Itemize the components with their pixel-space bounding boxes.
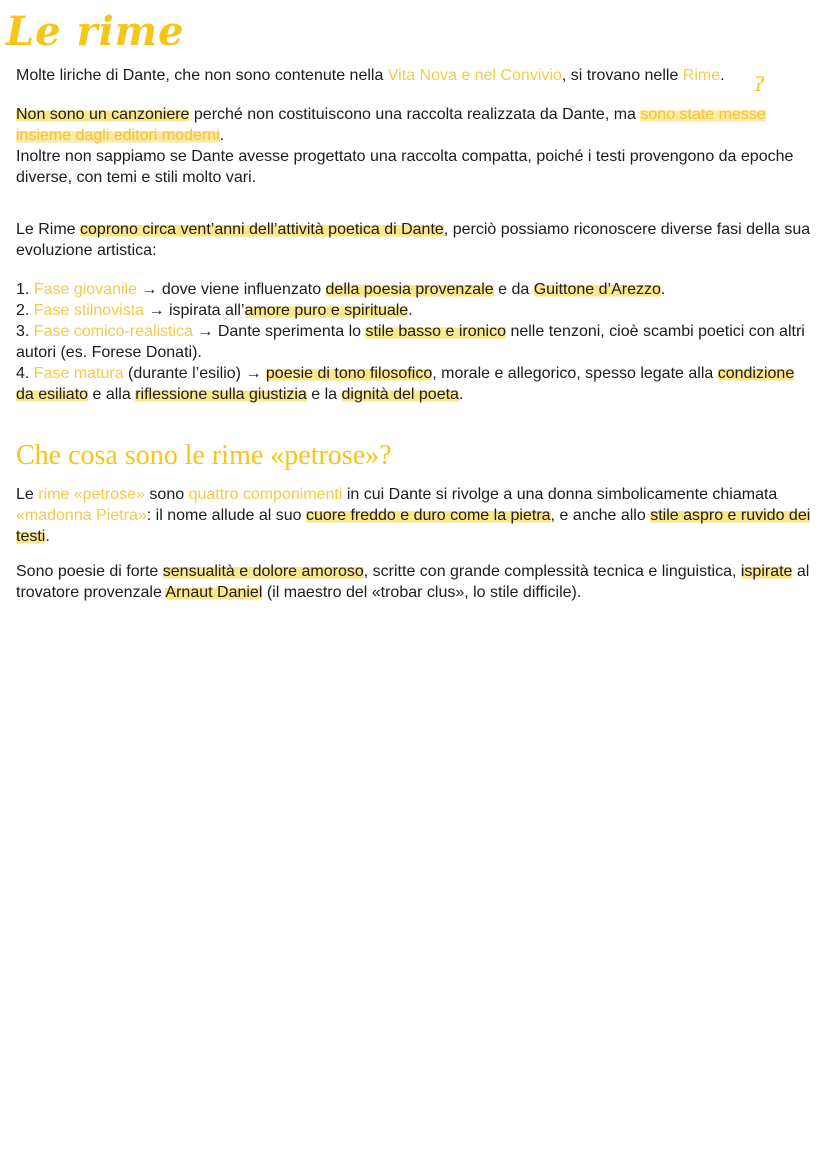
highlight-text: Vita Nova e nel Convivio <box>387 67 562 84</box>
text: Molte liriche di Dante, che non sono contenute nella <box>16 67 388 84</box>
paragraph-intro <box>16 65 816 86</box>
title: Le rime <box>6 8 185 55</box>
text: . <box>720 67 725 84</box>
text: . <box>219 127 225 144</box>
text: , perciò possiamo riconoscere diverse fasi della sua evoluzione artistica: <box>16 221 811 259</box>
phase-item: 4. Fase matura (durante l’esilio) → poesie di tono filosofico, morale e allegorico, spesso legate alla condizione da esiliato e alla riflessione sulla giustizia e la dignità del poeta. <box>16 365 795 403</box>
text: Inoltre non sappiamo se Dante avesse progettato una raccolta compatta, poiché i testi provengono da epoche diverse, con temi e stili molto vari. <box>16 148 794 186</box>
text: Le Rime <box>16 221 81 238</box>
paragraph-rime <box>16 219 816 261</box>
paragraph-sensualita: Sono poesie di forte sensualità e dolore amoroso, scritte con grande complessità tecnica e linguistica, ispirate al trovatore provenzale Arnaut Daniel (il maestro del «trobar clus», lo stile difficile). <box>16 563 810 601</box>
phase-item: 2. Fase stilnovista → ispirata all’amore puro e spirituale. <box>16 302 413 319</box>
highlight-text: Rime <box>682 67 721 84</box>
text: perché non costituiscono una raccolta realizzata da Dante, ma <box>189 106 641 123</box>
section-heading-petrose: Che cosa sono le rime «petrose»? <box>16 440 392 471</box>
highlight-text: coprono circa vent’anni dell’attività poetica di Dante <box>80 221 444 238</box>
question-mark-annotation: ʔ <box>754 72 765 96</box>
highlight-text: Non sono un canzoniere <box>16 106 190 123</box>
phase-name: Fase matura <box>33 365 124 382</box>
text: , si trovano nelle <box>561 67 683 84</box>
paragraph-canzoniere <box>16 104 816 188</box>
phase-item: 3. Fase comico-realistica → Dante sperimenta lo stile basso e ironico nelle tenzoni, cioè scambi poetici con altri autori (es. Forese Donati). <box>16 323 805 361</box>
phase-item: 1. Fase giovanile → dove viene influenzato della poesia provenzale e da Guittone d’Arezzo. <box>16 281 666 298</box>
highlight-text: sono state messe insieme dagli editori moderni <box>16 106 766 144</box>
phase-name: Fase stilnovista <box>33 302 145 319</box>
paragraph-petrose: Le rime «petrose» sono quattro componimenti in cui Dante si rivolge a una donna simbolicamente chiamata «madonna Pietra»: il nome allude al suo cuore freddo e duro come la pietra, e anche allo stile aspro e ruvido dei testi. <box>16 486 811 545</box>
phase-name: Fase giovanile <box>33 281 137 298</box>
phase-name: Fase comico-realistica <box>33 323 193 340</box>
phase-list <box>16 279 816 405</box>
